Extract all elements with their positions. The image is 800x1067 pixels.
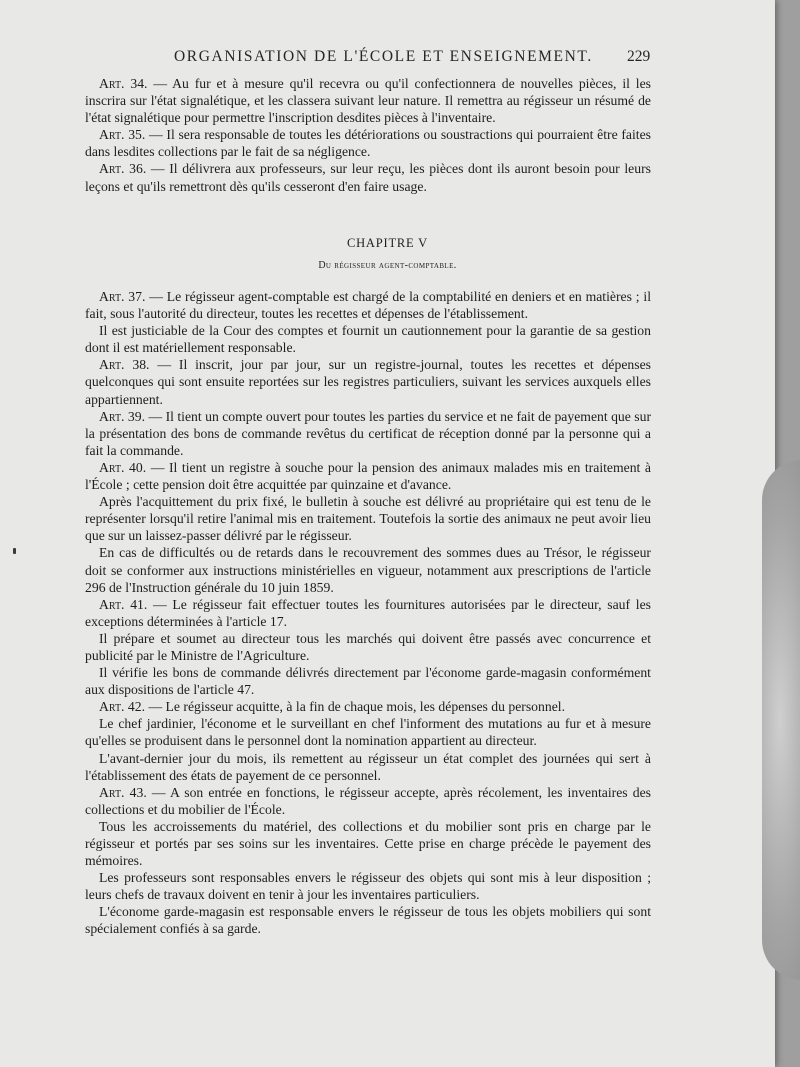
article-number: Art. 41. (99, 596, 148, 612)
article-paragraph (85, 408, 651, 459)
article-paragraph (85, 288, 651, 322)
article-paragraph (85, 322, 651, 356)
article-paragraph (85, 715, 651, 749)
article-paragraph (85, 493, 651, 544)
article-text: — Il sera responsable de toutes les détériorations ou soustractions qui pourraient être faites dans lesdites collections par le fait de sa négligence. (85, 127, 652, 160)
page-header (0, 48, 775, 72)
article-number: Art. 34. (99, 76, 148, 91)
article-paragraph (85, 596, 651, 630)
article-paragraph (85, 160, 651, 194)
article-paragraph (85, 818, 651, 869)
article-text: Il prépare et soumet au directeur tous les marchés qui doivent être passés avec concurrence et publicité par le Ministre de l'Agriculture. (85, 630, 651, 663)
article-paragraph (85, 75, 651, 126)
article-text: L'économe garde-magasin est responsable envers le régisseur de tous les objets mobiliers qui sont spécialement confiés à sa garde. (85, 904, 651, 937)
chapter-subtitle: Du régisseur agent-comptable. (318, 260, 457, 271)
article-paragraph (85, 459, 651, 493)
article-paragraph (85, 750, 651, 784)
article-text: Les professeurs sont responsables envers le régisseur des objets qui sont mis à leur disposition ; leurs chefs de travaux doivent en tenir à jour les inventaires particuliers. (85, 870, 651, 903)
thumb-shadow (762, 460, 800, 980)
articles-section-2 (85, 288, 651, 938)
article-number: Art. 37. (99, 289, 146, 304)
article-paragraph (85, 664, 651, 698)
article-text: Tous les accroissements du matériel, des collections et du mobilier sont pris en charge par le régisseur et portés par ses soins sur les inventaires. Cette prise en charge précède le payement des mémoires. (85, 818, 651, 869)
article-number: Art. 38. (99, 357, 150, 373)
article-text: En cas de difficultés ou de retards dans le recouvrement des sommes dues au Trésor, le régisseur doit se conformer aux instructions ministérielles en vigueur, notamment aux prescriptions de l'article 296 de l'Instruction générale du 10 juin 1859. (85, 545, 651, 595)
article-text: — Le régisseur agent-comptable est chargé de la comptabilité en deniers et en matières ; il fait, sous l'autorité du directeur, toutes les recettes et dépenses de l'établissement. (85, 289, 651, 322)
article-paragraph (85, 126, 651, 160)
article-text: — A son entrée en fonctions, le régisseur accepte, après récolement, les inventaires des collections et du mobilier de l'École. (85, 784, 651, 817)
margin-mark (13, 548, 16, 554)
article-text: Il est justiciable de la Cour des comptes et fournit un cautionnement pour la garantie de sa gestion dont il est matériellement responsable. (85, 323, 651, 356)
article-text: — Il tient un registre à souche pour la pension des animaux malades mis en traitement à l'École ; cette pension doit être acquittée par quinzaine et d'avance. (85, 459, 652, 493)
article-paragraph (85, 356, 651, 407)
article-number: Art. 43. (99, 784, 147, 800)
article-paragraph (85, 903, 651, 937)
page-number: 229 (627, 48, 651, 65)
article-text: Après l'acquittement du prix fixé, le bulletin à souche est délivré au propriétaire qui est tenu de le représenter lorsqu'il retire l'animal mis en traitement. Toutefois la sortie des animaux ne peut avoir lieu que sur un laissez-passer délivré par le régisseur. (85, 494, 651, 544)
article-paragraph (85, 630, 651, 664)
article-text: Le chef jardinier, l'économe et le surveillant en chef l'informent des mutations au fur et à mesure qu'elles se produisent dans le personnel dont la nomination appartient au directeur. (85, 716, 651, 749)
chapter-title: CHAPITRE V (346, 236, 429, 250)
article-text: L'avant-dernier jour du mois, ils remettent au régisseur un état complet des journées qui sert à l'établissement des états de payement de ce personnel. (85, 750, 651, 783)
article-text: — Il délivrera aux professeurs, sur leur reçu, les pièces dont ils auront besoin pour leurs leçons et qu'ils remettront dès qu'ils cesseront d'en faire usage. (85, 161, 651, 194)
article-number: Art. 39. (99, 408, 146, 424)
article-text: — Il tient un compte ouvert pour toutes les parties du service et ne fait de payement que sur la présentation des bons de commande revêtus du certificat de réception donné par la personne qui a fait la commande. (85, 408, 652, 458)
article-paragraph (85, 544, 651, 595)
article-text: Il vérifie les bons de commande délivrés directement par l'économe garde-magasin conformément aux dispositions de l'article 47. (85, 665, 651, 698)
articles-section-1 (85, 75, 651, 195)
article-number: Art. 36. (99, 161, 147, 177)
article-text: — Au fur et à mesure qu'il recevra ou qu'il confectionnera de nouvelles pièces, il les inscrira sur l'état signalétique, et les classera suivant leur nature. Il remettra au régisseur un résumé de l'état signalétique pour permettre l'inscription desdites pièces à l'inventaire. (85, 76, 651, 126)
article-paragraph (85, 869, 651, 903)
article-text: — Le régisseur fait effectuer toutes les fournitures autorisées par le directeur, sauf les exceptions déterminées à l'article 17. (85, 596, 651, 629)
running-head: ORGANISATION DE L'ÉCOLE ET ENSEIGNEMENT. (174, 48, 593, 65)
article-paragraph (85, 784, 651, 818)
article-number: Art. 35. (99, 127, 146, 143)
article-number: Art. 40. (99, 459, 147, 475)
article-paragraph (85, 698, 651, 715)
article-text: — Le régisseur acquitte, à la fin de chaque mois, les dépenses du personnel. (145, 699, 566, 715)
article-number: Art. 42. (99, 699, 146, 715)
article-text: — Il inscrit, jour par jour, sur un registre-journal, toutes les recettes et dépenses quelconques qui sont ensuite reportées sur les registres particuliers, suivant les services auxquels elles appartiennent. (85, 357, 651, 407)
